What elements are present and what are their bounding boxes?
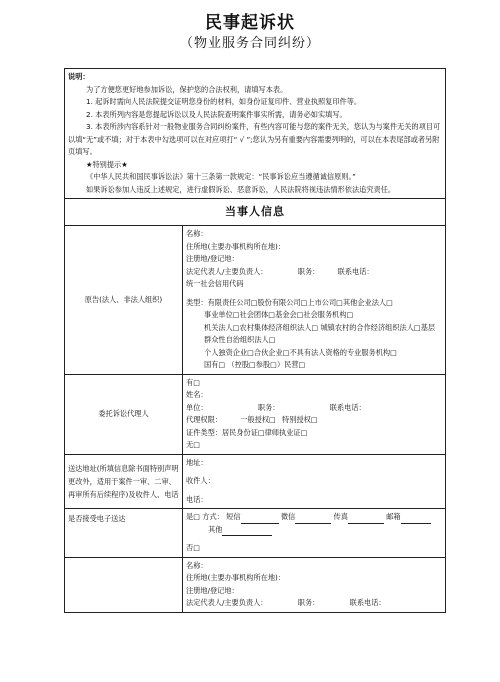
agent-authority-label: 代理权限： — [186, 415, 222, 424]
agent-name-field[interactable]: 姓名： — [186, 390, 208, 399]
special-authority-checkbox[interactable]: 特别授权□ — [282, 415, 318, 424]
instruction-line: 《中华人民共和国民事诉讼法》第十三条第一款规定：“民事诉讼应当遵循诚信原则。” — [86, 172, 356, 181]
agent-id-type-options[interactable]: 证件类型：居民身份证□律师执业证□ — [186, 427, 308, 437]
defendant-label-cell — [65, 557, 183, 612]
plaintiff-position-field[interactable]: 职务： — [297, 266, 320, 276]
document-title: 民事起诉状 — [205, 13, 295, 33]
complaint-form-table — [64, 68, 446, 613]
service-address-field[interactable]: 地址： — [186, 457, 208, 467]
instruction-line: 2. 本表所列内容是您提起诉讼以及人民法院查明案件事实所需，请务必如实填写。 — [86, 109, 347, 119]
plaintiff-ownership-options[interactable]: 国有□ （控股□参股□）民营□ — [204, 360, 306, 369]
plaintiff-credit-code-field[interactable]: 统一社会信用代码 — [186, 279, 244, 288]
electronic-no-checkbox[interactable]: 否□ — [186, 543, 200, 552]
defendant-legal-rep-field[interactable]: 法定代表人/主要负责人： — [186, 598, 268, 607]
fax-field[interactable]: 传真 — [333, 512, 348, 521]
sms-field[interactable]: 短信 — [226, 512, 241, 521]
email-field[interactable]: 邮箱 — [386, 512, 401, 521]
agent-position-field[interactable]: 职务： — [257, 402, 280, 412]
plaintiff-legal-rep-field[interactable]: 法定代表人/主要负责人： — [186, 266, 268, 276]
electronic-yes-checkbox[interactable]: 是□ — [186, 512, 200, 521]
agent-phone-field[interactable]: 联系电话： — [329, 402, 366, 412]
plaintiff-type-options[interactable]: 类型：有限责任公司□股份有限公司□上市公司□其他企业法人□ — [186, 297, 393, 307]
service-recipient-field[interactable]: 收件人： — [186, 476, 215, 485]
instruction-line: 如果诉讼参加人违反上述规定，进行虚假诉讼、恶意诉讼，人民法院将视违法情形依法追究责任。 — [86, 184, 396, 194]
instruction-line: 为了方便您更好地参加诉讼，保护您的合法权利，请填写本表。 — [86, 84, 288, 94]
defendant-fields — [183, 557, 446, 612]
plaintiff-type-options[interactable]: 机关法人□农村集体经济组织法人□ 城镇农村的合作经济组织法人□基层群众性自治组织法人□ — [204, 322, 436, 344]
plaintiff-type-options[interactable]: 事业单位□社会团体□基金会□社会服务机构□ — [204, 310, 354, 319]
plaintiff-name-field[interactable]: 名称： — [186, 229, 208, 238]
service-phone-field[interactable]: 电话： — [186, 494, 208, 504]
defendant-address-field[interactable]: 住所地(主要办事机构所在地)： — [186, 573, 286, 582]
method-label: 方式： — [202, 512, 224, 521]
defendant-phone-field[interactable]: 联系电话： — [349, 598, 386, 607]
plaintiff-reg-address-field[interactable]: 注册地/登记地： — [186, 254, 239, 263]
instruction-line: 1. 起诉时需向人民法院提交证明您身份的材料，如身份证复印件、营业执照复印件等。 — [86, 97, 362, 106]
agent-has-checkbox[interactable]: 有□ — [186, 377, 200, 387]
agent-label: 委托诉讼代理人 — [65, 374, 183, 454]
defendant-position-field[interactable]: 职务： — [297, 598, 320, 607]
instructions-box — [65, 69, 446, 199]
defendant-reg-address-field[interactable]: 注册地/登记地： — [186, 585, 239, 595]
instructions-label: 说明： — [68, 72, 90, 81]
plaintiff-address-field[interactable]: 住所地(主要办事机构所在地)： — [186, 241, 286, 251]
plaintiff-type-options[interactable]: 个人独资企业□合伙企业□不具有法人资格的专业服务机构□ — [204, 347, 397, 357]
electronic-service-label: 是否接受电子送达 — [65, 509, 183, 558]
service-address-fields — [183, 454, 446, 509]
defendant-name-field[interactable]: 名称： — [186, 560, 208, 570]
plaintiff-fields — [183, 226, 446, 375]
instruction-line: 3. 本表所涉内容系针对一般物业服务合同纠纷案件，有些内容可能与您的案件无关，您认为与案件无关的项目可以填“无”或不填；对于本表中勾选项可以在对应项打“ √ ”;您认为另有重要内容需要列明的，可以在本表尾部或者另附页填写。 — [68, 122, 441, 156]
section-title: 当事人信息 — [65, 199, 446, 226]
agent-fields — [183, 374, 446, 454]
other-method-field[interactable]: 其他 — [208, 524, 223, 534]
agent-unit-field[interactable]: 单位： — [186, 402, 208, 412]
agent-none-checkbox[interactable]: 无□ — [186, 440, 200, 449]
wechat-field[interactable]: 微信 — [280, 512, 296, 521]
plaintiff-label: 原告(法人、非法人组织) — [65, 226, 183, 375]
document-subtitle: （物业服务合同纠纷） — [179, 36, 320, 51]
general-authority-checkbox[interactable]: 一般授权□ — [240, 415, 276, 424]
plaintiff-phone-field[interactable]: 联系电话： — [337, 266, 374, 276]
electronic-service-fields — [183, 509, 446, 558]
service-address-label: 送达地址(所填信息除书面特别声明更改外，适用于案件一审、二审、再审所有后续程序)及收件人、电话 — [65, 454, 183, 509]
special-notice-heading: ★特别提示★ — [86, 159, 128, 169]
